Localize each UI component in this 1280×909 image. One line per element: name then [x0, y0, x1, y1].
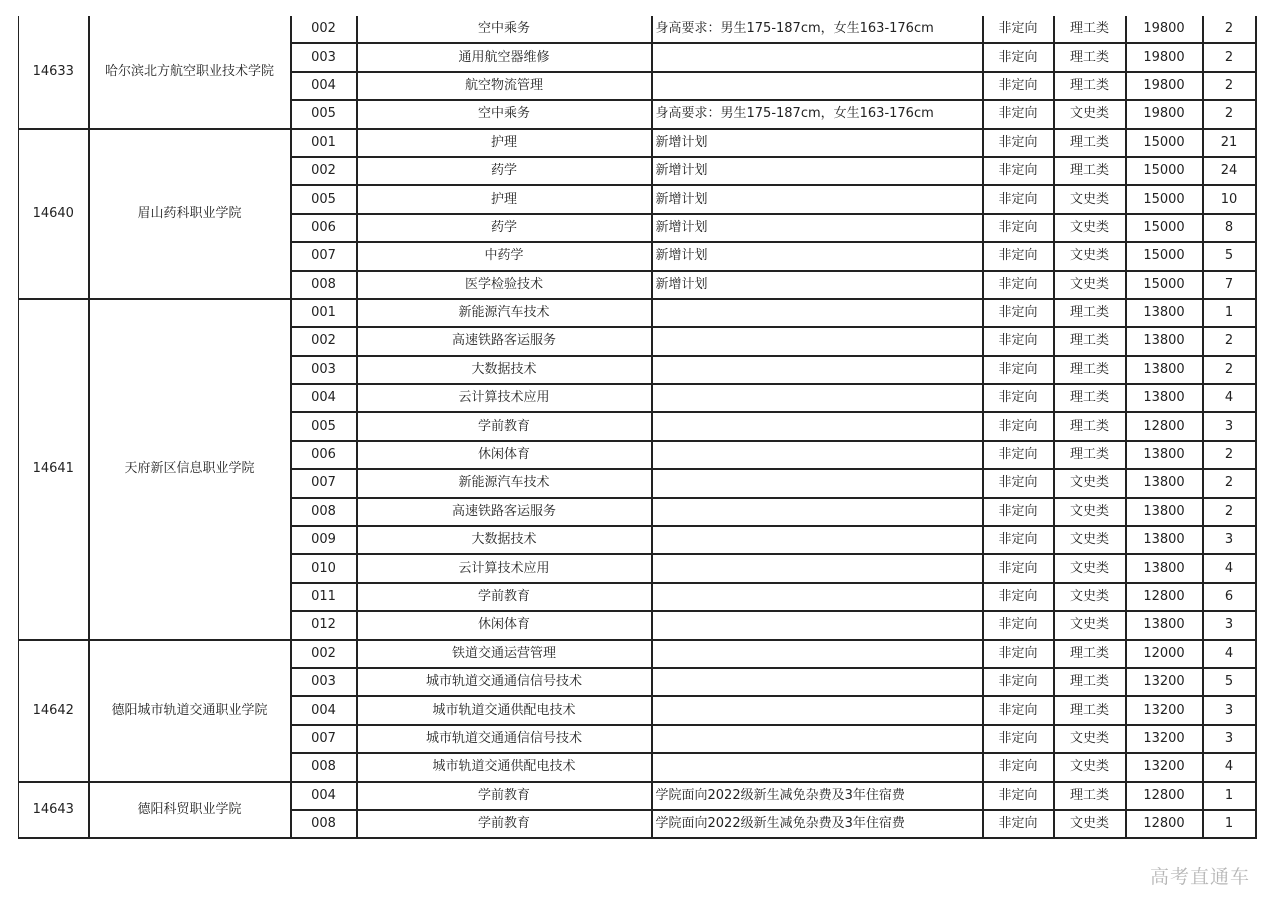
major-code-cell: 010: [291, 554, 357, 582]
note-cell: 新增计划: [652, 271, 983, 299]
major-name-cell: 中药学: [357, 242, 652, 270]
orientation-cell: 非定向: [983, 16, 1054, 43]
plan-count-cell: 3: [1203, 412, 1256, 440]
school-code-cell: 14642: [19, 640, 89, 782]
plan-count-cell: 2: [1203, 469, 1256, 497]
tuition-cell: 15000: [1126, 129, 1203, 157]
major-name-cell: 云计算技术应用: [357, 554, 652, 582]
major-code-cell: 004: [291, 72, 357, 100]
tuition-cell: 13200: [1126, 753, 1203, 781]
tuition-cell: 13800: [1126, 469, 1203, 497]
plan-count-cell: 3: [1203, 725, 1256, 753]
plan-count-cell: 5: [1203, 668, 1256, 696]
plan-count-cell: 10: [1203, 185, 1256, 213]
major-code-cell: 008: [291, 271, 357, 299]
note-cell: [652, 384, 983, 412]
major-code-cell: 011: [291, 583, 357, 611]
orientation-cell: 非定向: [983, 100, 1054, 128]
major-name-cell: 学前教育: [357, 782, 652, 810]
orientation-cell: 非定向: [983, 554, 1054, 582]
plan-count-cell: 24: [1203, 157, 1256, 185]
category-cell: 文史类: [1054, 810, 1126, 838]
category-cell: 文史类: [1054, 753, 1126, 781]
major-name-cell: 护理: [357, 185, 652, 213]
note-cell: [652, 498, 983, 526]
note-cell: [652, 299, 983, 327]
note-cell: [652, 725, 983, 753]
plan-count-cell: 1: [1203, 782, 1256, 810]
tuition-cell: 19800: [1126, 16, 1203, 43]
note-cell: 身高要求：男生175-187cm，女生163-176cm: [652, 16, 983, 43]
note-cell: [652, 356, 983, 384]
note-cell: [652, 554, 983, 582]
tuition-cell: 13200: [1126, 668, 1203, 696]
plan-count-cell: 8: [1203, 214, 1256, 242]
plan-count-cell: 7: [1203, 271, 1256, 299]
orientation-cell: 非定向: [983, 129, 1054, 157]
major-code-cell: 003: [291, 668, 357, 696]
orientation-cell: 非定向: [983, 299, 1054, 327]
major-name-cell: 铁道交通运营管理: [357, 640, 652, 668]
plan-count-cell: 4: [1203, 640, 1256, 668]
note-cell: 学院面向2022级新生减免杂费及3年住宿费: [652, 782, 983, 810]
school-code-cell: 14643: [19, 782, 89, 839]
major-code-cell: 003: [291, 43, 357, 71]
major-code-cell: 007: [291, 725, 357, 753]
plan-count-cell: 6: [1203, 583, 1256, 611]
orientation-cell: 非定向: [983, 271, 1054, 299]
major-code-cell: 007: [291, 469, 357, 497]
category-cell: 理工类: [1054, 72, 1126, 100]
note-cell: 学院面向2022级新生减免杂费及3年住宿费: [652, 810, 983, 838]
major-code-cell: 006: [291, 214, 357, 242]
note-cell: 新增计划: [652, 242, 983, 270]
category-cell: 理工类: [1054, 384, 1126, 412]
major-code-cell: 003: [291, 356, 357, 384]
major-name-cell: 药学: [357, 157, 652, 185]
note-cell: [652, 526, 983, 554]
tuition-cell: 13800: [1126, 498, 1203, 526]
major-code-cell: 004: [291, 782, 357, 810]
orientation-cell: 非定向: [983, 725, 1054, 753]
school-name-cell: 哈尔滨北方航空职业技术学院: [89, 16, 291, 129]
major-code-cell: 005: [291, 185, 357, 213]
category-cell: 文史类: [1054, 242, 1126, 270]
orientation-cell: 非定向: [983, 753, 1054, 781]
note-cell: [652, 43, 983, 71]
orientation-cell: 非定向: [983, 242, 1054, 270]
plan-count-cell: 4: [1203, 384, 1256, 412]
plan-count-cell: 21: [1203, 129, 1256, 157]
category-cell: 文史类: [1054, 498, 1126, 526]
watermark: 高考直通车: [1149, 866, 1250, 888]
note-cell: [652, 640, 983, 668]
tuition-cell: 12000: [1126, 640, 1203, 668]
plan-count-cell: 4: [1203, 554, 1256, 582]
tuition-cell: 19800: [1126, 100, 1203, 128]
major-name-cell: 城市轨道交通供配电技术: [357, 696, 652, 724]
note-cell: [652, 668, 983, 696]
major-name-cell: 航空物流管理: [357, 72, 652, 100]
major-name-cell: 高速铁路客运服务: [357, 498, 652, 526]
major-code-cell: 009: [291, 526, 357, 554]
major-name-cell: 空中乘务: [357, 100, 652, 128]
orientation-cell: 非定向: [983, 356, 1054, 384]
note-cell: [652, 327, 983, 355]
major-code-cell: 002: [291, 157, 357, 185]
major-code-cell: 002: [291, 327, 357, 355]
orientation-cell: 非定向: [983, 43, 1054, 71]
orientation-cell: 非定向: [983, 810, 1054, 838]
tuition-cell: 19800: [1126, 43, 1203, 71]
tuition-cell: 13200: [1126, 696, 1203, 724]
orientation-cell: 非定向: [983, 611, 1054, 639]
school-name-cell: 德阳科贸职业学院: [89, 782, 291, 839]
major-code-cell: 004: [291, 384, 357, 412]
tuition-cell: 13800: [1126, 611, 1203, 639]
school-name-cell: 天府新区信息职业学院: [89, 299, 291, 640]
category-cell: 文史类: [1054, 554, 1126, 582]
plan-count-cell: 2: [1203, 441, 1256, 469]
tuition-cell: 12800: [1126, 782, 1203, 810]
orientation-cell: 非定向: [983, 782, 1054, 810]
category-cell: 理工类: [1054, 640, 1126, 668]
note-cell: [652, 441, 983, 469]
tuition-cell: 13800: [1126, 299, 1203, 327]
major-name-cell: 学前教育: [357, 412, 652, 440]
plan-count-cell: 5: [1203, 242, 1256, 270]
orientation-cell: 非定向: [983, 469, 1054, 497]
major-name-cell: 休闲体育: [357, 611, 652, 639]
major-code-cell: 002: [291, 16, 357, 43]
category-cell: 理工类: [1054, 356, 1126, 384]
note-cell: [652, 469, 983, 497]
plan-count-cell: 3: [1203, 526, 1256, 554]
plan-count-cell: 3: [1203, 611, 1256, 639]
major-code-cell: 007: [291, 242, 357, 270]
plan-count-cell: 1: [1203, 299, 1256, 327]
major-name-cell: 新能源汽车技术: [357, 469, 652, 497]
plan-count-cell: 1: [1203, 810, 1256, 838]
major-name-cell: 药学: [357, 214, 652, 242]
category-cell: 文史类: [1054, 611, 1126, 639]
tuition-cell: 13800: [1126, 526, 1203, 554]
tuition-cell: 13800: [1126, 384, 1203, 412]
major-name-cell: 医学检验技术: [357, 271, 652, 299]
major-name-cell: 通用航空器维修: [357, 43, 652, 71]
table-body: [19, 16, 1256, 838]
tuition-cell: 13800: [1126, 554, 1203, 582]
category-cell: 文史类: [1054, 100, 1126, 128]
plan-count-cell: 2: [1203, 356, 1256, 384]
school-name-cell: 眉山药科职业学院: [89, 129, 291, 299]
orientation-cell: 非定向: [983, 668, 1054, 696]
admission-plan-table: [18, 16, 1257, 839]
note-cell: 新增计划: [652, 185, 983, 213]
major-name-cell: 大数据技术: [357, 526, 652, 554]
note-cell: [652, 412, 983, 440]
note-cell: [652, 753, 983, 781]
orientation-cell: 非定向: [983, 384, 1054, 412]
major-code-cell: 005: [291, 100, 357, 128]
major-code-cell: 005: [291, 412, 357, 440]
major-name-cell: 空中乘务: [357, 16, 652, 43]
category-cell: 文史类: [1054, 526, 1126, 554]
major-code-cell: 008: [291, 753, 357, 781]
plan-count-cell: 2: [1203, 498, 1256, 526]
tuition-cell: 13800: [1126, 356, 1203, 384]
tuition-cell: 12800: [1126, 810, 1203, 838]
major-code-cell: 001: [291, 129, 357, 157]
school-code-cell: 14641: [19, 299, 89, 640]
category-cell: 文史类: [1054, 214, 1126, 242]
category-cell: 理工类: [1054, 299, 1126, 327]
major-name-cell: 云计算技术应用: [357, 384, 652, 412]
category-cell: 理工类: [1054, 327, 1126, 355]
orientation-cell: 非定向: [983, 327, 1054, 355]
tuition-cell: 12800: [1126, 583, 1203, 611]
category-cell: 理工类: [1054, 412, 1126, 440]
category-cell: 理工类: [1054, 668, 1126, 696]
note-cell: [652, 696, 983, 724]
note-cell: 新增计划: [652, 157, 983, 185]
major-name-cell: 城市轨道交通通信信号技术: [357, 725, 652, 753]
major-name-cell: 学前教育: [357, 810, 652, 838]
category-cell: 理工类: [1054, 441, 1126, 469]
orientation-cell: 非定向: [983, 412, 1054, 440]
tuition-cell: 15000: [1126, 157, 1203, 185]
note-cell: 新增计划: [652, 129, 983, 157]
school-code-cell: 14633: [19, 16, 89, 129]
tuition-cell: 12800: [1126, 412, 1203, 440]
major-name-cell: 护理: [357, 129, 652, 157]
tuition-cell: 15000: [1126, 214, 1203, 242]
category-cell: 文史类: [1054, 469, 1126, 497]
orientation-cell: 非定向: [983, 72, 1054, 100]
major-code-cell: 004: [291, 696, 357, 724]
table-row: [19, 299, 1256, 327]
orientation-cell: 非定向: [983, 441, 1054, 469]
orientation-cell: 非定向: [983, 583, 1054, 611]
major-name-cell: 学前教育: [357, 583, 652, 611]
category-cell: 理工类: [1054, 16, 1126, 43]
tuition-cell: 15000: [1126, 185, 1203, 213]
major-name-cell: 大数据技术: [357, 356, 652, 384]
major-name-cell: 休闲体育: [357, 441, 652, 469]
major-name-cell: 高速铁路客运服务: [357, 327, 652, 355]
table-row: [19, 782, 1256, 810]
category-cell: 理工类: [1054, 782, 1126, 810]
category-cell: 文史类: [1054, 185, 1126, 213]
plan-count-cell: 4: [1203, 753, 1256, 781]
category-cell: 理工类: [1054, 157, 1126, 185]
plan-count-cell: 2: [1203, 43, 1256, 71]
orientation-cell: 非定向: [983, 696, 1054, 724]
table-row: [19, 16, 1256, 43]
major-name-cell: 城市轨道交通通信信号技术: [357, 668, 652, 696]
category-cell: 理工类: [1054, 696, 1126, 724]
orientation-cell: 非定向: [983, 498, 1054, 526]
note-cell: [652, 583, 983, 611]
major-code-cell: 012: [291, 611, 357, 639]
category-cell: 文史类: [1054, 725, 1126, 753]
major-name-cell: 新能源汽车技术: [357, 299, 652, 327]
category-cell: 文史类: [1054, 271, 1126, 299]
tuition-cell: 13800: [1126, 441, 1203, 469]
tuition-cell: 15000: [1126, 271, 1203, 299]
category-cell: 理工类: [1054, 129, 1126, 157]
note-cell: 新增计划: [652, 214, 983, 242]
plan-count-cell: 3: [1203, 696, 1256, 724]
table-row: [19, 640, 1256, 668]
major-code-cell: 008: [291, 498, 357, 526]
plan-count-cell: 2: [1203, 100, 1256, 128]
table-row: [19, 129, 1256, 157]
tuition-cell: 15000: [1126, 242, 1203, 270]
school-name-cell: 德阳城市轨道交通职业学院: [89, 640, 291, 782]
orientation-cell: 非定向: [983, 157, 1054, 185]
major-code-cell: 008: [291, 810, 357, 838]
major-code-cell: 001: [291, 299, 357, 327]
category-cell: 文史类: [1054, 583, 1126, 611]
category-cell: 理工类: [1054, 43, 1126, 71]
plan-count-cell: 2: [1203, 16, 1256, 43]
school-code-cell: 14640: [19, 129, 89, 299]
note-cell: [652, 611, 983, 639]
note-cell: [652, 72, 983, 100]
orientation-cell: 非定向: [983, 185, 1054, 213]
orientation-cell: 非定向: [983, 526, 1054, 554]
tuition-cell: 13200: [1126, 725, 1203, 753]
tuition-cell: 13800: [1126, 327, 1203, 355]
plan-count-cell: 2: [1203, 72, 1256, 100]
major-code-cell: 006: [291, 441, 357, 469]
note-cell: 身高要求：男生175-187cm，女生163-176cm: [652, 100, 983, 128]
tuition-cell: 19800: [1126, 72, 1203, 100]
major-code-cell: 002: [291, 640, 357, 668]
orientation-cell: 非定向: [983, 640, 1054, 668]
plan-count-cell: 2: [1203, 327, 1256, 355]
orientation-cell: 非定向: [983, 214, 1054, 242]
major-name-cell: 城市轨道交通供配电技术: [357, 753, 652, 781]
